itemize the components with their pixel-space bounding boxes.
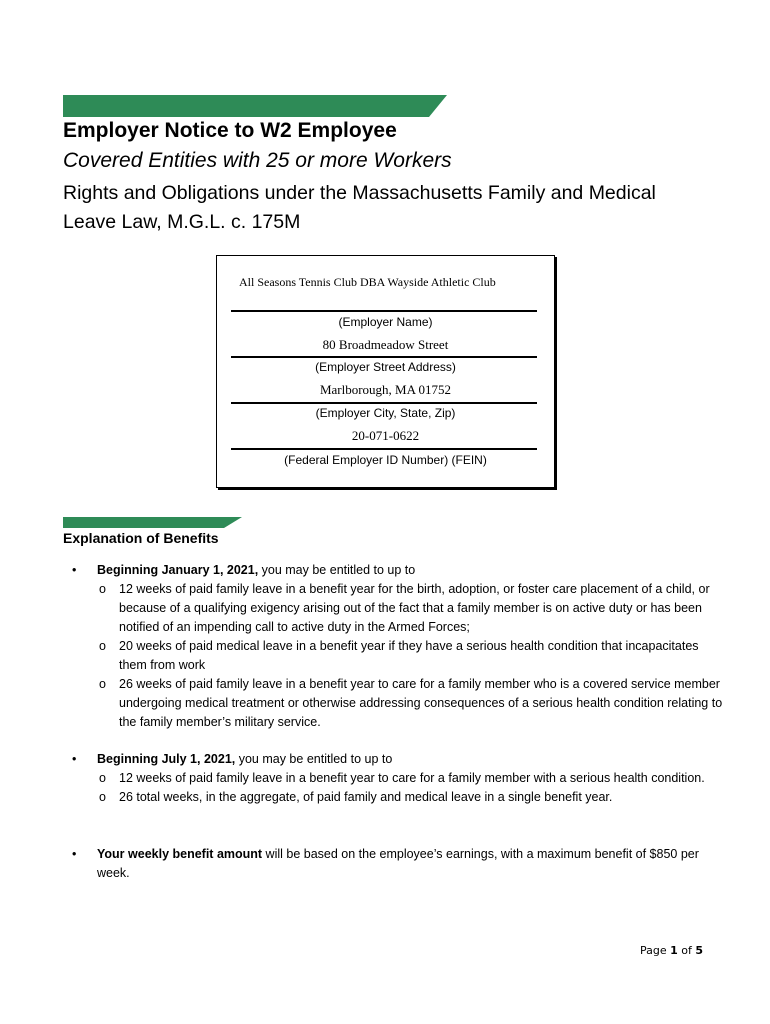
- benefit-list-jul-2021: [63, 750, 723, 807]
- page-title: Employer Notice to W2 Employee: [63, 119, 397, 142]
- bullet-icon: •: [72, 752, 77, 766]
- page-prefix: Page: [640, 944, 671, 957]
- page-mid: of: [677, 944, 696, 957]
- circle-bullet-icon: o: [99, 639, 106, 653]
- employer-name-value: All Seasons Tennis Club DBA Wayside Athletic Club: [239, 275, 496, 289]
- list-item: [63, 561, 723, 580]
- bullet-icon: •: [72, 563, 77, 577]
- weekly-benefit-text: will be based on the employee’s earnings, with a maximum benefit of $850 per week.: [97, 847, 699, 880]
- list-item: [63, 845, 723, 883]
- weekly-benefit-lead: Your weekly benefit amount: [97, 847, 263, 861]
- page-total: 5: [695, 944, 704, 957]
- sub-list-item: [97, 788, 723, 807]
- employer-city-value: Marlborough, MA 01752: [319, 382, 452, 397]
- header-accent-bar: [63, 95, 447, 117]
- page-subtitle: Covered Entities with 25 or more Workers: [63, 149, 452, 172]
- employer-info-box: [216, 255, 555, 488]
- employer-street-value: 80 Broadmeadow Street: [322, 337, 449, 352]
- employer-name-rule: [231, 310, 537, 312]
- employer-street-rule: [231, 356, 537, 358]
- employer-name-caption: (Employer Name): [338, 315, 433, 329]
- page-number: [640, 944, 703, 957]
- employer-fein-caption: (Federal Employer ID Number) (FEIN): [284, 453, 487, 467]
- benefit-item-text: 26 weeks of paid family leave in a benefit year to care for a family member who is a covered service member undergoing medical treatment or otherwise addressing consequences of a serious health condition relating to the family member’s military service.: [119, 677, 723, 729]
- benefit-date-lead: Beginning January 1, 2021,: [97, 563, 259, 577]
- circle-bullet-icon: o: [99, 771, 106, 785]
- benefit-item-text: 12 weeks of paid family leave in a benefit year to care for a family member with a serious health condition.: [119, 771, 705, 785]
- law-heading: Rights and Obligations under the Massachusetts Family and Medical Leave Law, M.G.L. c. 175M: [63, 182, 656, 233]
- benefit-date-lead: Beginning July 1, 2021,: [97, 752, 236, 766]
- benefits-heading: Explanation of Benefits: [63, 530, 219, 546]
- employer-fein-value: 20-071-0622: [351, 428, 420, 443]
- employer-street-caption: (Employer Street Address): [315, 360, 456, 374]
- benefit-item-text: 20 weeks of paid medical leave in a benefit year if they have a serious health condition that incapacitates them from work: [119, 639, 699, 672]
- list-item: [63, 750, 723, 769]
- benefit-lead-rest: you may be entitled to up to: [258, 563, 416, 577]
- sub-list-item: [97, 637, 723, 675]
- employer-city-rule: [231, 402, 537, 404]
- employer-city-caption: (Employer City, State, Zip): [315, 406, 456, 420]
- benefit-lead-rest: you may be entitled to up to: [235, 752, 393, 766]
- section-accent-bar: [63, 517, 242, 528]
- sub-list-item: [97, 580, 723, 637]
- benefit-item-text: 26 total weeks, in the aggregate, of paid family and medical leave in a single benefit year.: [119, 790, 613, 804]
- benefit-list-weekly: [63, 845, 723, 883]
- employer-fein-rule: [231, 448, 537, 450]
- benefit-item-text: 12 weeks of paid family leave in a benefit year for the birth, adoption, or foster care placement of a child, or because of a qualifying exigency arising out of the fact that a family member is on active duty or has been notified of an impending call to active duty in the Armed Forces;: [119, 582, 710, 634]
- sub-list-item: [97, 769, 723, 788]
- bullet-icon: •: [72, 847, 77, 861]
- circle-bullet-icon: o: [99, 582, 106, 596]
- benefit-list-jan-2021: [63, 561, 723, 732]
- circle-bullet-icon: o: [99, 677, 106, 691]
- sub-list-item: [97, 675, 723, 732]
- circle-bullet-icon: o: [99, 790, 106, 804]
- page-current: 1: [670, 944, 678, 957]
